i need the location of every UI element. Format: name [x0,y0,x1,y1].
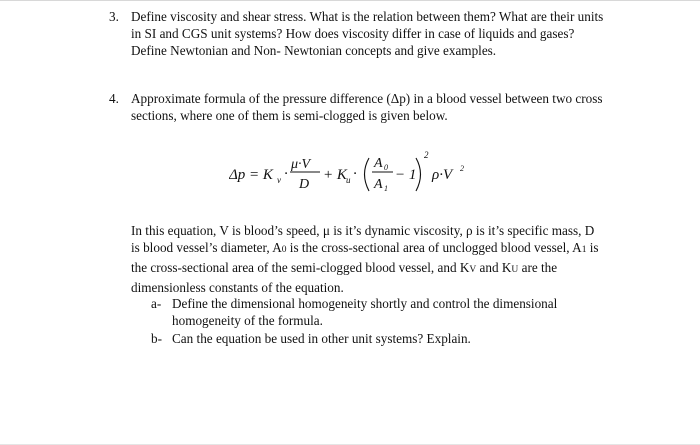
formula-numerator-2: A [374,156,383,171]
question-3 [109,8,649,59]
question-4-number: 4. [109,91,119,106]
question-4 [109,90,649,124]
kv-subscript: V [469,265,477,275]
sub-question-a-text [172,295,631,329]
explanation-line-2-part-a: is blood vessel’s diameter, A [131,240,282,255]
ku-subscript: U [511,265,519,275]
a1-subscript: 1 [581,245,587,255]
explanation-line-2-part-c: is [586,240,599,255]
explanation-paragraph [131,222,656,296]
a0-subscript: 0 [281,245,287,255]
sub-question-a-label: a- [151,296,162,311]
question-4-line-2: sections, where one of them is semi-clogged is given below. [131,108,448,123]
sub-question-a-line-2: homogeneity of the formula. [172,313,323,328]
formula-denominator-1: D [299,177,310,192]
question-3-line-1: Define viscosity and shear stress. What is the relation between them? What are their units [131,9,604,24]
explanation-line-3-part-a: the cross-sectional area of the semi-clogged blood vessel, and K [131,260,470,275]
explanation-line-1: In this equation, V is blood’s speed, μ is it’s dynamic viscosity, ρ is it’s specific mass, D [131,223,595,238]
question-3-number: 3. [109,9,119,24]
top-border [0,0,700,1]
explanation-line-3-part-b: and K [476,260,512,275]
explanation-line-4: dimensionless constants of the equation. [131,280,344,295]
formula-lhs: Δp = K [229,167,273,183]
formula-tail: ρ·V [432,167,453,183]
formula-minus-one: − 1 [395,167,417,183]
formula-power: 2 [424,150,429,160]
question-3-line-3: Define Newtonian and Non- Newtonian concepts and give examples. [131,43,497,58]
pressure-formula [229,146,489,202]
sub-question-b-label: b- [151,331,162,346]
question-3-text [131,8,649,59]
explanation-line-3 [131,259,656,279]
formula-dot-1: · [284,166,288,182]
formula-dot-2: · [353,166,357,182]
explanation-line-2 [131,239,656,259]
explanation-line-3-part-c: are the [518,260,558,275]
formula-tail-power: 2 [460,164,464,173]
sub-question-a-line-1: Define the dimensional homogeneity shortly and control the dimensional [172,296,558,311]
sub-question-b-text [172,330,631,347]
formula-right-paren [416,158,421,191]
formula-numerator-2-subscript: 0 [384,163,388,172]
formula-denominator-2: A [374,177,383,192]
question-3-line-2: in SI and CGS unit systems? How does viscosity differ in case of liquids and gases? [131,26,575,41]
formula-denominator-2-subscript: 1 [384,184,388,193]
sub-question-b [151,330,631,347]
formula-kv-subscript: v [277,175,281,185]
question-4-text [131,90,649,124]
explanation-line-2-part-b: is the cross-sectional area of unclogged blood vessel, A [286,240,582,255]
formula-left-paren [365,158,370,191]
formula-plus-ku: + K [323,167,347,183]
formula-numerator-1: μ·V [291,157,311,172]
question-4-line-1: Approximate formula of the pressure difference (Δp) in a blood vessel between two cross [131,91,603,106]
sub-question-a [151,295,631,329]
formula-ku-subscript: u [346,175,351,185]
sub-question-b-line-1: Can the equation be used in other unit systems? Explain. [172,331,471,346]
